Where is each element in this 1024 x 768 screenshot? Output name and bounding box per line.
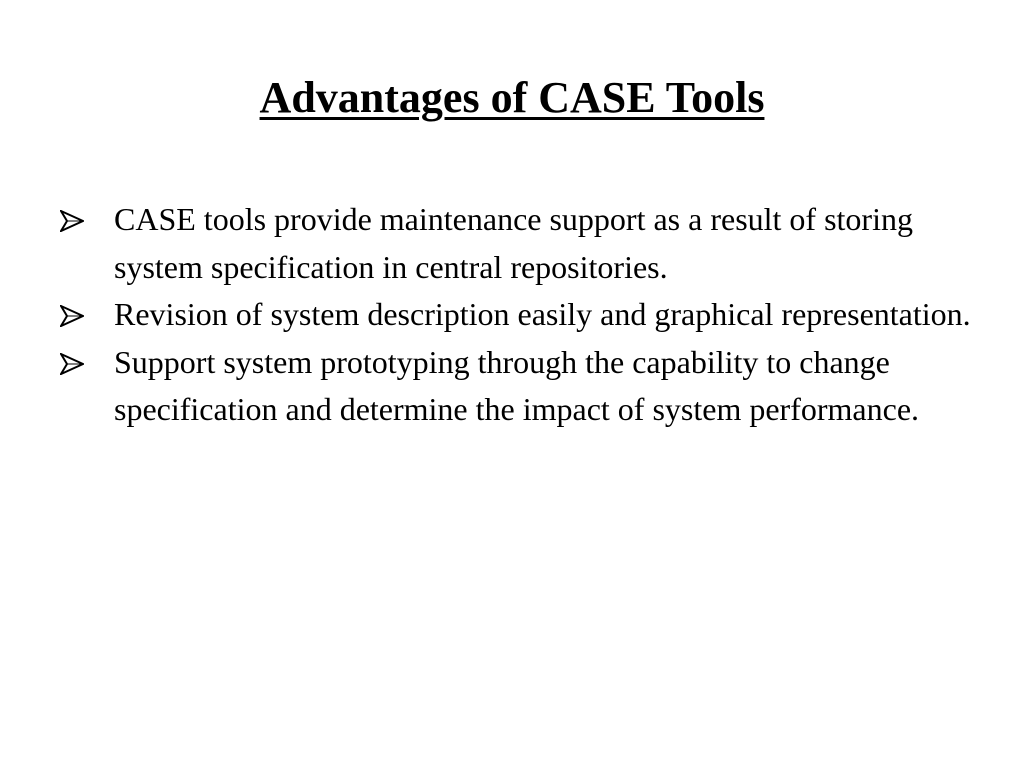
bullet-item xyxy=(58,196,1008,291)
bullet-item xyxy=(58,291,1008,339)
bullet-text: CASE tools provide maintenance support as a result of storing system specification in central repositories. xyxy=(114,201,913,285)
bullet-item xyxy=(58,339,1008,434)
bullet-list xyxy=(58,196,1008,434)
bullet-text: Revision of system description easily and graphical representation. xyxy=(114,296,971,332)
slide-title xyxy=(0,68,1024,128)
arrowhead-bullet-icon xyxy=(60,305,84,327)
arrowhead-bullet-icon xyxy=(60,210,84,232)
bullet-text: Support system prototyping through the capability to change specification and determine the impact of system performance. xyxy=(114,343,920,427)
arrowhead-bullet-icon xyxy=(60,353,84,375)
slide-title-text: Advantages of CASE Tools xyxy=(259,73,765,122)
